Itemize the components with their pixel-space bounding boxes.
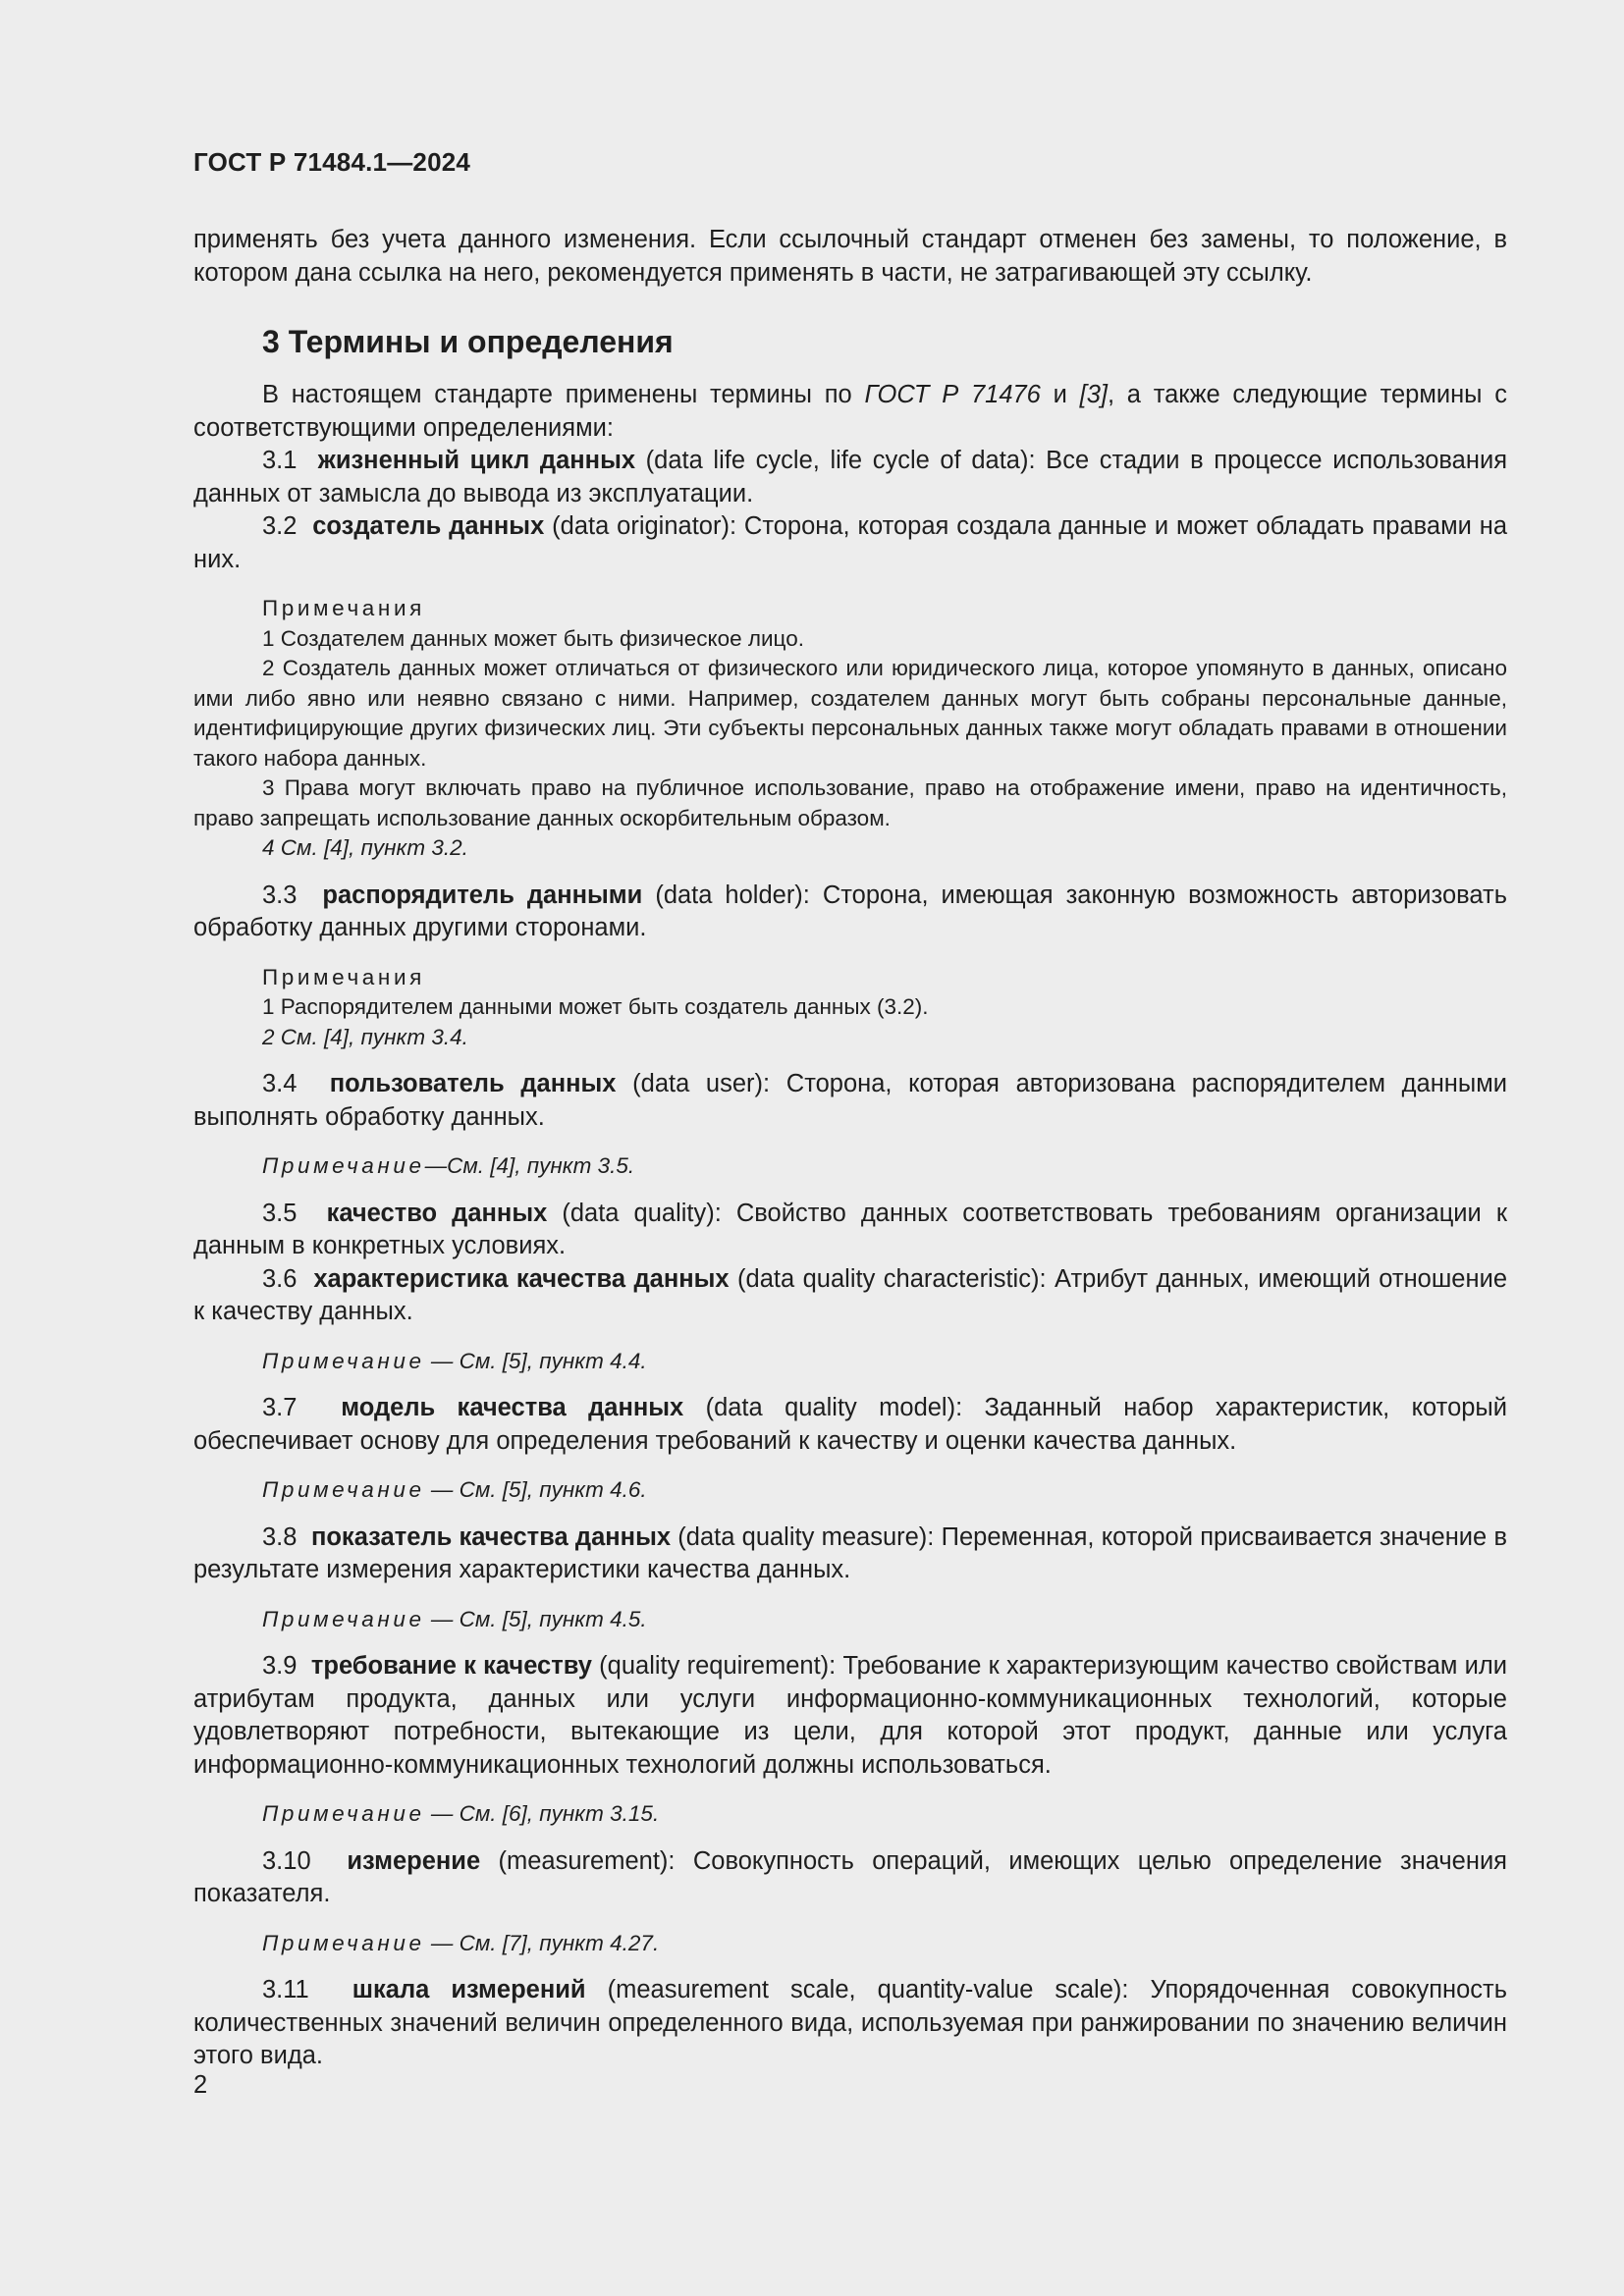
notes-3-3 <box>193 963 1507 1053</box>
intro-paragraph: применять без учета данного изменения. Если ссылочный стандарт отменен без замены, то положение, в котором дана ссылка на него, рекомендуется применять в части, не затрагивающей эту ссылку. <box>193 226 1507 287</box>
note-item: 1 Создателем данных может быть физическое лицо. <box>262 625 804 651</box>
term-3-9: 3.9 требование к качеству (quality requirement): Требование к характеризующим качество свойствам или атрибутам продукта, данных или услуги информационно-коммуникационных технологий, которые удовлетворяют потребности, вытекающие из цели, для которой этот продукт, данные или услуга информационно-коммуникационных технологий должны использоваться. <box>193 1652 1508 1779</box>
note-3-9: Примечание — См. [6], пункт 3.15. <box>262 1801 660 1826</box>
note-3-4: Примечание—См. [4], пункт 3.5. <box>262 1153 635 1178</box>
note-item: 3 Права могут включать право на публичное использование, право на отображение имени, право на идентичность, право запрещать использование данных оскорбительным образом. <box>193 775 1507 830</box>
note-item: 4 См. [4], пункт 3.2. <box>262 835 468 860</box>
note-3-8: Примечание — См. [5], пункт 4.5. <box>262 1606 647 1631</box>
term-3-7: 3.7 модель качества данных (data quality model): Заданный набор характеристик, который обеспечивает основу для определения требований к качеству и оценки качества данных. <box>193 1394 1507 1455</box>
note-3-10: Примечание — См. [7], пункт 4.27. <box>262 1930 660 1955</box>
note-item: 2 См. [4], пункт 3.4. <box>262 1024 468 1049</box>
note-3-7: Примечание — См. [5], пункт 4.6. <box>262 1477 647 1502</box>
section-lead: В настоящем стандарте применены термины по ГОСТ Р 71476 и [3], а также следующие термины с соответствующими определениями: <box>193 381 1508 442</box>
notes-3-2 <box>193 594 1507 864</box>
term-3-10: 3.10 измерение (measurement): Совокупность операций, имеющих целью определение значения показателя. <box>193 1846 1507 1907</box>
notes-heading: Примечания <box>262 964 425 989</box>
note-item: 1 Распорядителем данными может быть создатель данных (3.2). <box>262 994 929 1019</box>
page-number: 2 <box>193 2071 208 2099</box>
note-3-6: Примечание — См. [5], пункт 4.4. <box>262 1348 647 1373</box>
term-3-2: 3.2 создатель данных (data originator): Сторона, которая создала данные и может обладать правами на них. <box>193 512 1508 573</box>
term-3-5: 3.5 качество данных (data quality): Свойство данных соответствовать требованиям организации к данным в конкретных условиях. <box>193 1199 1507 1259</box>
term-3-4: 3.4 пользователь данных (data user): Сторона, которая авторизована распорядителем данными выполнять обработку данных. <box>193 1070 1507 1131</box>
term-3-1: 3.1 жизненный цикл данных (data life cycle, life cycle of data): Все стадии в процессе использования данных от замысла до вывода из эксплуатации. <box>193 447 1508 507</box>
note-item: 2 Создатель данных может отличаться от физического или юридического лица, которое упомянуто в данных, описано ими либо явно или неявно связано с ними. Например, создателем данных могут быть собраны персональные данные, идентифицирующие других физических лиц. Эти субъекты персональных данных также могут обладать правами в отношении такого набора данных. <box>193 656 1507 771</box>
term-3-3: 3.3 распорядитель данными (data holder): Сторона, имеющая законную возможность авторизовать обработку данных другими сторонами. <box>193 881 1507 941</box>
notes-heading: Примечания <box>262 596 425 620</box>
term-3-6: 3.6 характеристика качества данных (data quality characteristic): Атрибут данных, имеющий отношение к качеству данных. <box>193 1264 1508 1325</box>
document-body <box>193 224 1507 2073</box>
term-3-11: 3.11 шкала измерений (measurement scale, quantity-value scale): Упорядоченная совокупность количественных значений величин определенного вида, используемая при ранжировании по значению величин этого вида. <box>193 1976 1507 2069</box>
document-header: ГОСТ Р 71484.1—2024 <box>193 147 471 177</box>
section-title: 3 Термины и определения <box>262 324 674 359</box>
term-3-8: 3.8 показатель качества данных (data quality measure): Переменная, которой присваивается значение в результате измерения характеристики качества данных. <box>193 1522 1507 1583</box>
